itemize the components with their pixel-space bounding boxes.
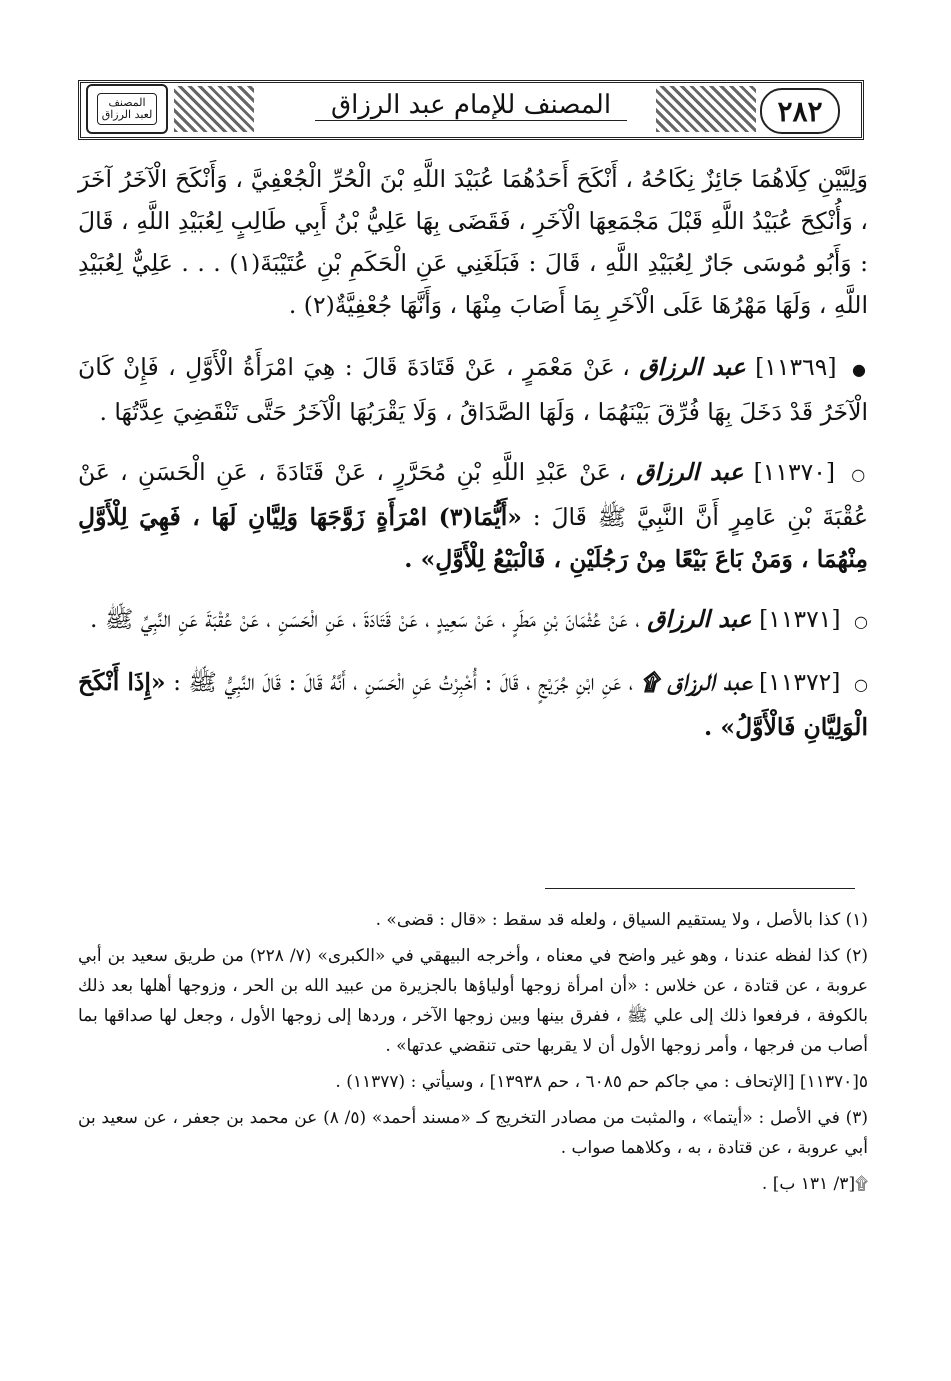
- hollow-bullet-icon: ○: [854, 612, 868, 631]
- hadith-text: ، عَنْ عُثْمَانَ بْنِ مَطَرٍ ، عَنْ سَعِيدٍ ، عَنْ قَتَادَةَ ، عَنِ الْحَسَنِ ، عَنْ عُقْبَةَ عَنِ النَّبِيِّ ﷺ .: [90, 605, 640, 633]
- footnote-ithaf: ٥[١١٣٧٠] [الإتحاف : مي جاكم حم ٦٠٨٥ ، حم ١٣٩٣٨] ، وسيأتي : (١١٣٧٧) .: [335, 1072, 868, 1092]
- hadith-11370: [78, 451, 868, 580]
- hadith-number: [١١٣٧٢]: [758, 668, 841, 696]
- manuscript-ref: ۩[٣/ ١٣١ ب] .: [761, 1174, 868, 1194]
- footnote-3: (٣) في الأصل : «أيتما» ، والمثبت من مصادر التخريج كـ «مسند أحمد» (٥/ ٨) عن محمد بن جعفر ، عن سعيد بن أبي عروبة ، عن قتادة ، به ، وكلاهما صواب .: [78, 1108, 868, 1158]
- footnotes: [78, 905, 868, 1205]
- narrator-name: عبد الرزاق: [639, 353, 746, 381]
- hadith-text: ، عَنْ مَعْمَرٍ ، عَنْ قَتَادَةَ قَالَ : هِيَ امْرَأَةُ الْأَوَّلِ ، فَإِنْ كَانَ الْآخَرُ قَدْ دَخَلَ بِهَا فُرِّقَ بَيْنَهُمَا ، وَلَهَا الصَّدَاقُ ، وَلَا يَقْرَبُهَا الْآخَرُ حَتَّى تَنْقَضِيَ عِدَّتُهَا .: [78, 353, 868, 426]
- hadith-number: [١١٣٦٩]: [755, 353, 837, 381]
- running-title: [78, 90, 864, 121]
- page-header: [78, 80, 864, 140]
- narrator-name: عبد الرزاق ۩: [640, 668, 752, 696]
- hadith-number: [١١٣٧٠]: [753, 458, 836, 486]
- footnote-2: (٢) كذا لفظه عندنا ، وهو غير واضح في معناه ، وأخرجه البيهقي في «الكبرى» (٧/ ٢٢٨) من طريق سعيد بن أبي عروبة ، عن قتادة ، عن خلاس : «أن امرأة زوجها أولياؤها بالجزيرة من عبيد الله بن الحر ، وزوجها أهلها بعد ذلك بالكوفة ، فرفعوا ذلك إلى علي ﷺ ، ففرق بينها وبين زوجها الآخر ، وردها إلى زوجها الأول ، وجعل لها صداقها بما أصاب من فرجها ، وأمر زوجها الأول أن لا يقربها حتى تنقضي عدتها» .: [78, 946, 868, 1056]
- hadith-quote: «إِذَا أَنْكَحَ الْوَلِيَّانِ فَالْأَوَّلُ» .: [78, 668, 868, 741]
- hadith-11371: [78, 598, 868, 643]
- hadith-number: [١١٣٧١]: [759, 605, 841, 633]
- seal-line2: لعبد الرزاق: [101, 108, 153, 121]
- hadith-text: ، عَنِ ابْنِ جُرَيْجٍ ، قَالَ : أُخْبِرْتُ عَنِ الْحَسَنِ ، أَنَّهُ قَالَ : قَالَ النَّبِيُّ ﷺ :: [173, 668, 634, 696]
- footnote-1: (١) كذا بالأصل ، ولا يستقيم السياق ، ولعله قد سقط : «قال : قضى» .: [375, 910, 868, 930]
- running-title-text: المصنف للإمام عبد الرزاق: [315, 90, 627, 121]
- narrator-name: عبد الرزاق: [636, 458, 744, 486]
- footnote-divider: [545, 888, 855, 889]
- filled-bullet-icon: ●: [852, 360, 868, 379]
- hollow-bullet-icon: ○: [851, 465, 868, 484]
- page-number: ٢٨٢: [760, 88, 840, 134]
- hadith-11369: [78, 346, 868, 433]
- main-text: [78, 158, 868, 766]
- seal-line1: المصنف: [108, 95, 146, 109]
- narrator-name: عبد الرزاق: [647, 605, 752, 633]
- paragraph-continuation: وَلِيَّيْنِ كِلَاهُمَا جَائِزٌ نِكَاحُهُ ، أَنْكَحَ أَحَدُهُمَا عُبَيْدَ اللَّهِ بْنَ الْحُرِّ الْجُعْفِيَّ ، وَأَنْكَحَ الْآخَرُ آخَرَ ، وَأُنْكِحَ عُبَيْدُ اللَّهِ قَبْلَ مَجْمَعِهَا الْآخَرِ ، فَقَضَى بِهَا عَلِيُّ بْنُ أَبِي طَالِبٍ لِعُبَيْدِ اللَّهِ ، قَالَ : وَأَبُو مُوسَى جَارٌ لِعُبَيْدِ اللَّهِ ، قَالَ : فَبَلَغَنِي عَنِ الْحَكَمِ بْنِ عُتَيْبَةَ(١) . . . عَلِيٌّ لِعُبَيْدِ اللَّهِ ، وَلَهَا مَهْرُهَا عَلَى الْآخَرِ بِمَا أَصَابَ مِنْهَا ، وَأَنَّهَا جُعْفِيَّةٌ(٢) .: [78, 165, 868, 319]
- hadith-11372: [78, 661, 868, 748]
- hollow-bullet-icon: ○: [853, 675, 868, 694]
- hadith-quote: «أَيُّمَا(٣) امْرَأَةٍ زَوَّجَهَا وَلِيَّانِ لَهَا ، فَهِيَ لِلْأَوَّلِ مِنْهُمَا ، وَمَنْ بَاعَ بَيْعًا مِنْ رَجُلَيْنِ ، فَالْبَيْعُ لِلْأَوَّلِ» .: [78, 503, 868, 573]
- hadith-text: ، عَنْ عَبْدِ اللَّهِ بْنِ مُحَرَّرٍ ، عَنْ قَتَادَةَ ، عَنِ الْحَسَنِ ، عَنْ عُقْبَةَ بْنِ عَامِرٍ أَنَّ النَّبِيَّ ﷺ قَالَ :: [78, 458, 868, 531]
